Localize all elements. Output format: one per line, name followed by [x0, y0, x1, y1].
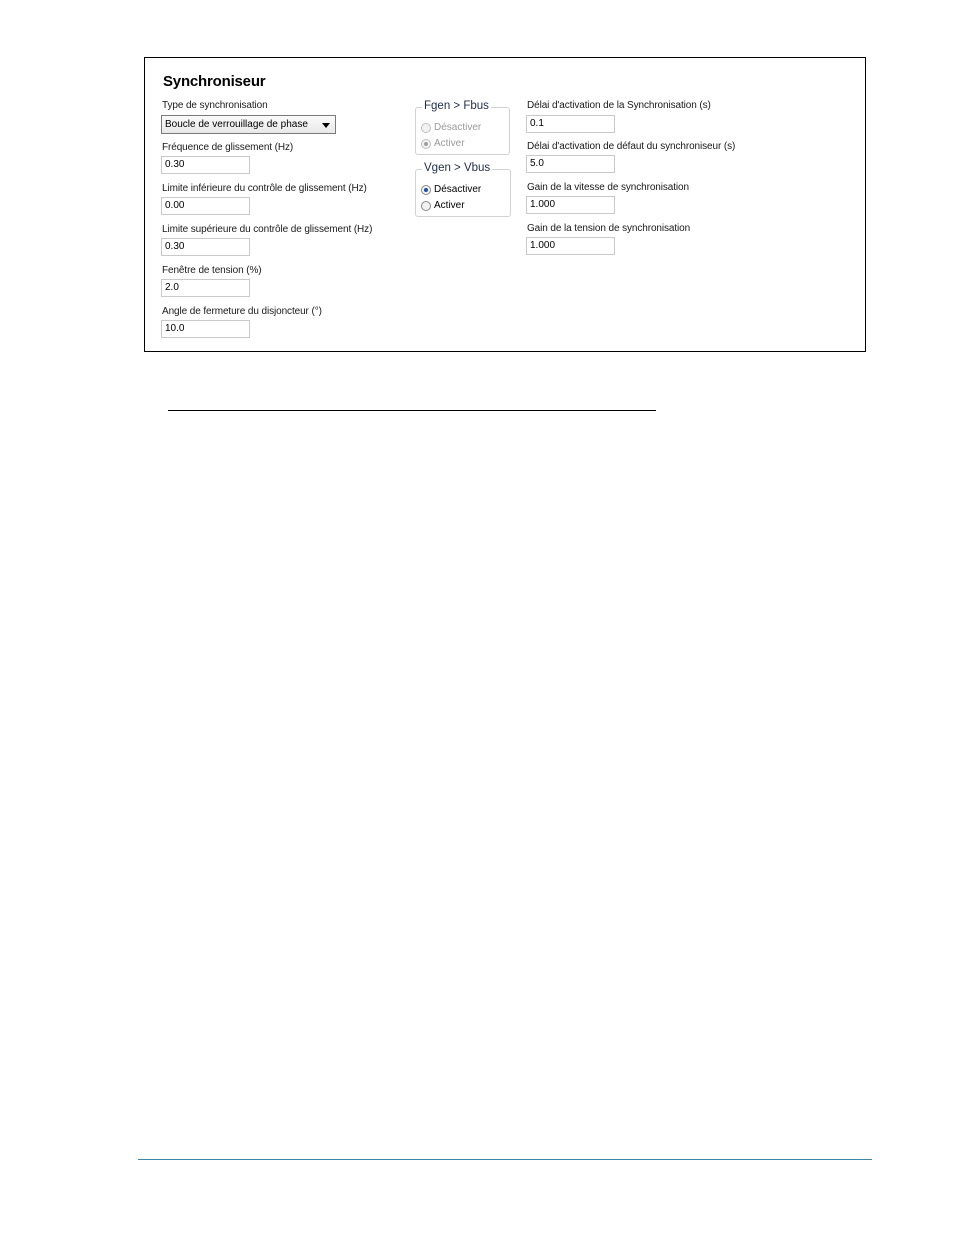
voltage-gain-label: Gain de la tension de synchronisation	[527, 223, 691, 234]
speed-gain-label: Gain de la vitesse de synchronisation	[527, 182, 689, 193]
slip-frequency-input[interactable]: 0.30	[161, 156, 250, 174]
fault-delay-input[interactable]: 5.0	[526, 155, 615, 173]
voltage-window-input[interactable]: 2.0	[161, 279, 250, 297]
radio-selected-icon	[421, 139, 431, 149]
vgen-enable-option[interactable]: Activer	[421, 200, 465, 211]
slip-frequency-label: Fréquence de glissement (Hz)	[162, 142, 294, 153]
separator-rule	[168, 410, 656, 411]
sync-delay-input[interactable]: 0.1	[526, 115, 615, 133]
fgen-enable-option[interactable]: Activer	[421, 138, 465, 149]
radio-selected-icon	[421, 185, 431, 195]
breaker-angle-label: Angle de fermeture du disjoncteur (°)	[162, 306, 322, 317]
slip-low-limit-input[interactable]: 0.00	[161, 197, 250, 215]
speed-gain-input[interactable]: 1.000	[526, 196, 615, 214]
fgen-disable-option[interactable]: Désactiver	[421, 122, 481, 133]
vgen-vbus-group	[415, 162, 511, 217]
breaker-angle-input[interactable]: 10.0	[161, 320, 250, 338]
vgen-disable-option[interactable]: Désactiver	[421, 184, 481, 195]
voltage-window-label: Fenêtre de tension (%)	[162, 265, 262, 276]
radio-icon	[421, 201, 431, 211]
sync-delay-label: Délai d'activation de la Synchronisation (s)	[527, 100, 711, 111]
voltage-gain-input[interactable]: 1.000	[526, 237, 615, 255]
sync-type-select[interactable]	[161, 115, 336, 134]
slip-low-limit-label: Limite inférieure du contrôle de glissement (Hz)	[162, 183, 367, 194]
panel-title: Synchroniseur	[163, 73, 266, 90]
fgen-fbus-title: Fgen > Fbus	[424, 100, 489, 112]
slip-high-limit-input[interactable]: 0.30	[161, 238, 250, 256]
footer-rule	[138, 1159, 872, 1160]
sync-type-value: Boucle de verrouillage de phase	[165, 119, 308, 130]
synchroniseur-panel	[144, 57, 866, 352]
sync-type-label: Type de synchronisation	[162, 100, 268, 111]
vgen-vbus-title: Vgen > Vbus	[424, 162, 491, 174]
fgen-fbus-group	[415, 100, 510, 155]
slip-high-limit-label: Limite supérieure du contrôle de glissement (Hz)	[162, 224, 373, 235]
radio-icon	[421, 123, 431, 133]
chevron-down-icon	[322, 123, 330, 128]
fault-delay-label: Délai d'activation de défaut du synchroniseur (s)	[527, 141, 736, 152]
